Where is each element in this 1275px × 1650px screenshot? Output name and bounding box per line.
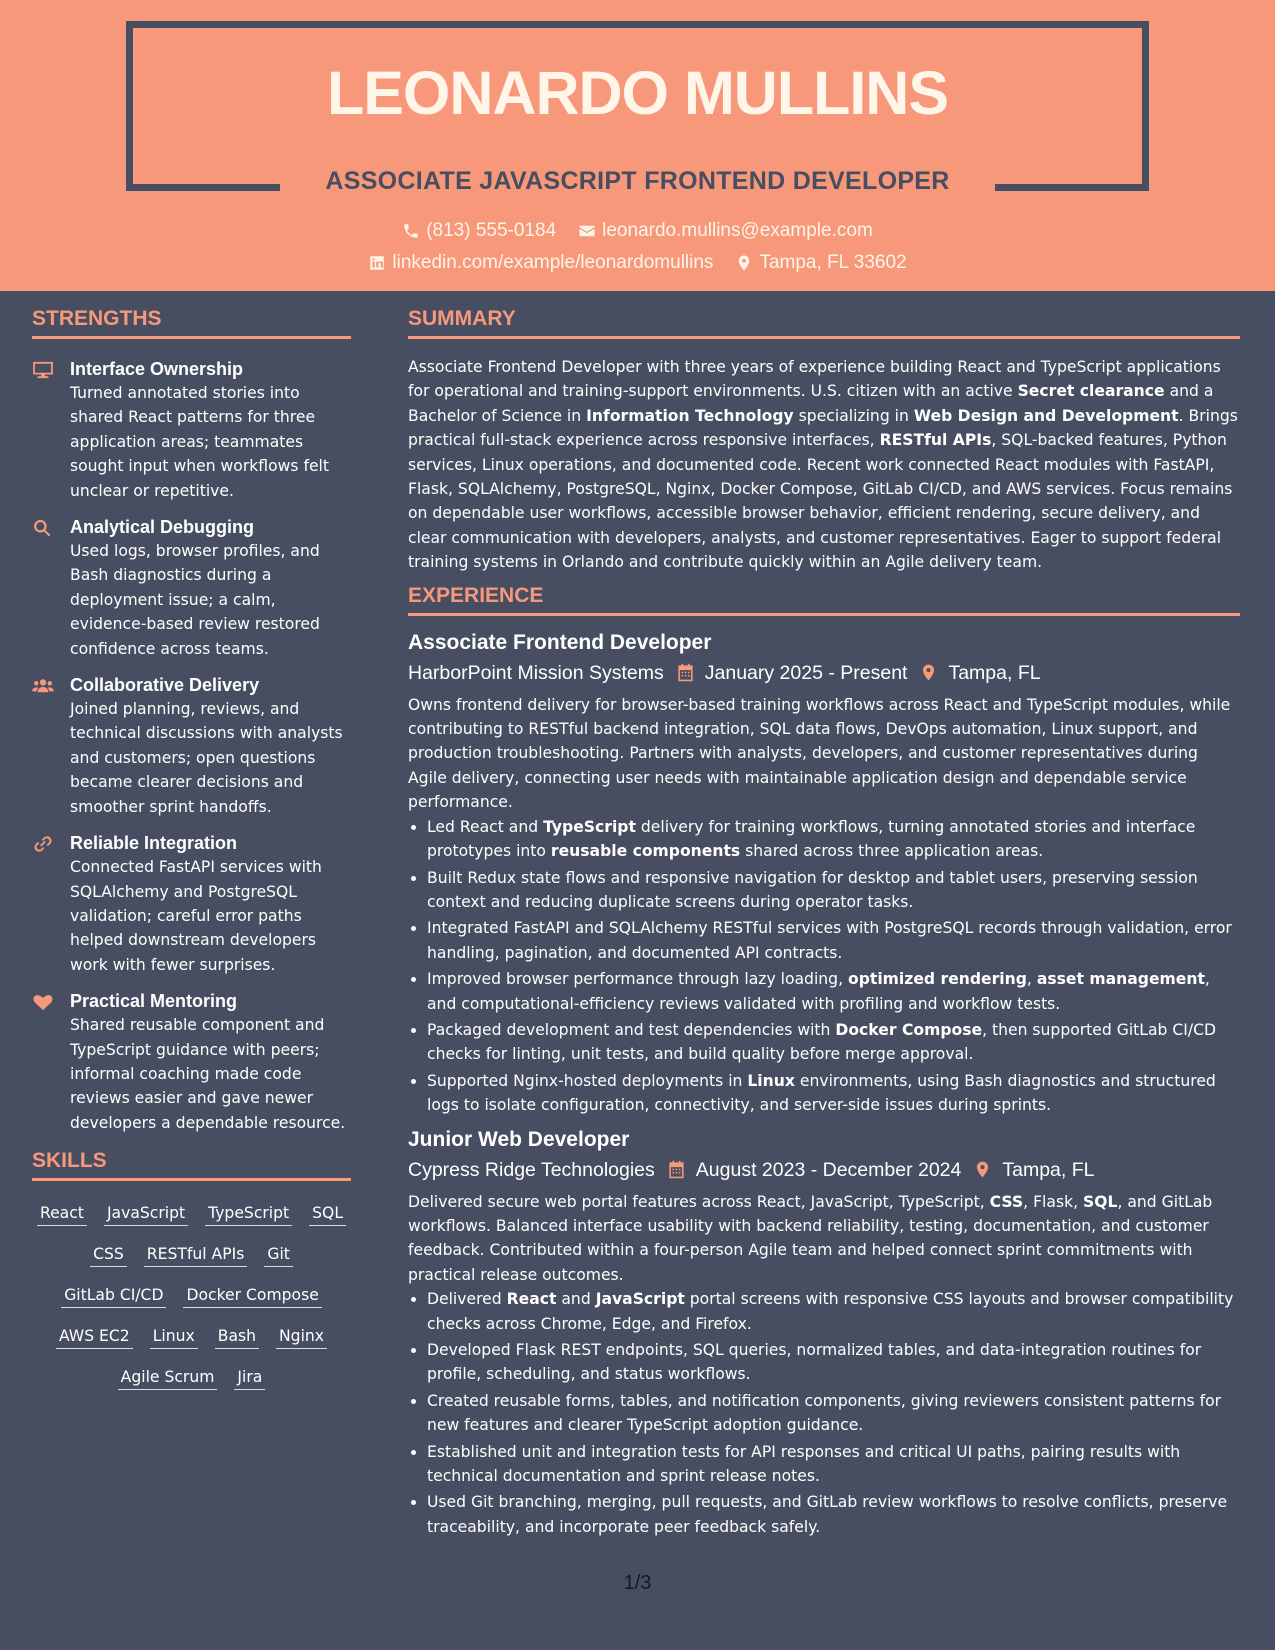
skill-tag: TypeScript (205, 1201, 292, 1226)
skill-tag: CSS (90, 1242, 127, 1267)
job-meta (408, 660, 1240, 686)
left-column (32, 307, 351, 1390)
strength-item (32, 831, 351, 977)
strength-desc: Turned annotated stories into shared React patterns for three application areas; teammates sought input when workflows felt unclear or repetitive. (70, 384, 330, 500)
search-icon (32, 519, 54, 537)
text-run: Used Git branching, merging, pull requests, and GitLab review workflows to resolve conflicts, preserve traceability, and incorporate peer feedback safely. (427, 1493, 1228, 1536)
bold-text: optimized rendering (848, 970, 1027, 989)
job-location (919, 660, 1040, 686)
text-run: Integrated FastAPI and SQLAlchemy RESTful services with PostgreSQL records through validation, error handling, pagination, and documented API contracts. (427, 919, 1232, 962)
phone-icon (402, 222, 420, 240)
text-run: and (556, 1290, 596, 1309)
experience-heading: EXPERIENCE (408, 584, 1240, 616)
strength-item (32, 989, 351, 1135)
bold-text: Secret clearance (1017, 382, 1165, 401)
text-run: Improved browser performance through lazy loading, (427, 970, 848, 989)
skill-tag: Agile Scrum (118, 1365, 218, 1390)
skill-tag: SQL (309, 1201, 346, 1226)
strength-title: Analytical Debugging (70, 517, 255, 538)
text-run: portal screens with responsive CSS layouts and browser compatibility checks across Chrome, Edge, and Firefox. (427, 1290, 1234, 1333)
right-column (408, 307, 1240, 1541)
bold-text: CSS (989, 1192, 1024, 1211)
text-run: , and GitLab workflows. Balanced interface usability with backend reliability, testing, documentation, and customer feedback. Contributed within a four-person Agile team and helped connect sprint commitments with practical release outcomes. (408, 1192, 1213, 1284)
job-bullet (427, 967, 1240, 1016)
skills-list (32, 1201, 351, 1390)
contact-phone[interactable] (402, 220, 556, 242)
text-run: . Brings practical full-stack experience across responsive interfaces, (408, 406, 1238, 450)
strength-title: Reliable Integration (70, 833, 238, 854)
contact-location (735, 252, 906, 274)
job-bullet (427, 1389, 1240, 1438)
monitor-icon (32, 361, 54, 379)
job-bullet (427, 1018, 1240, 1067)
bold-text: JavaScript (595, 1290, 685, 1309)
bold-text: reusable components (550, 842, 741, 861)
job-bullets (408, 1287, 1240, 1539)
linkedin-text: linkedin.com/example/leonardomullins (392, 252, 714, 273)
text-run: Developed Flask REST endpoints, SQL queries, normalized tables, and data-integration routines for profile, scheduling, and status workflows. (427, 1341, 1202, 1384)
page-number: 1/3 (623, 1572, 652, 1594)
text-run: , and computational-efficiency reviews validated with profiling and workflow tests. (427, 970, 1210, 1013)
text-run: Packaged development and test dependencies with (427, 1020, 836, 1039)
strength-desc: Connected FastAPI services with SQLAlchemy and PostgreSQL validation; careful error paths helped downstream developers work with fewer surprises. (70, 858, 322, 974)
dates-text: August 2023 - December 2024 (695, 1158, 962, 1181)
job-company (408, 1157, 655, 1183)
bold-text: SQL (1083, 1192, 1118, 1211)
skill-tag: GitLab CI/CD (61, 1283, 166, 1308)
calendar-icon (667, 1160, 686, 1179)
candidate-title: ASSOCIATE JAVASCRIPT FRONTEND DEVELOPER (325, 167, 950, 195)
job-role: Junior Web Developer (408, 1127, 630, 1151)
email-text: leonardo.mullins@example.com (602, 220, 873, 241)
contact-row-1 (0, 220, 1275, 242)
bold-text: Docker Compose (835, 1020, 983, 1039)
candidate-name: LEONARDO MULLINS (326, 59, 949, 127)
job-dates (667, 1157, 962, 1183)
contact-row-2 (0, 252, 1275, 274)
text-run: , (1026, 970, 1037, 989)
skill-tag: Docker Compose (183, 1283, 321, 1308)
skill-tag: AWS EC2 (56, 1324, 133, 1349)
linkedin-icon (368, 254, 386, 272)
calendar-icon (676, 663, 695, 682)
job-location-text: Tampa, FL (948, 661, 1041, 684)
strength-item (32, 357, 351, 503)
strength-title: Collaborative Delivery (70, 675, 260, 696)
strengths-list (32, 357, 351, 1135)
text-run: Associate Frontend Developer with three years of experience building React and TypeScript applications for operational and training-support environments. U.S. citizen with an active (408, 358, 1221, 401)
text-run: shared across three application areas. (740, 842, 1044, 861)
text-run: Established unit and integration tests for API responses and critical UI paths, pairing results with technical documentation and sprint release notes. (427, 1442, 1181, 1486)
skill-tag: Git (264, 1242, 293, 1267)
strength-title: Practical Mentoring (70, 991, 238, 1012)
skill-tag: Nginx (276, 1324, 327, 1349)
text-run: Built Redux state flows and responsive navigation for desktop and tablet users, preserving session context and reducing duplicate screens during operator tasks. (427, 868, 1198, 911)
text-run: , Flask, (1023, 1192, 1084, 1211)
company-text: HarborPoint Mission Systems (408, 661, 664, 684)
bold-text: React (506, 1290, 557, 1309)
job-bullet (427, 1490, 1240, 1539)
envelope-icon (578, 222, 596, 240)
text-run: Delivered (427, 1290, 507, 1309)
users-icon (32, 677, 54, 695)
text-run: Supported Nginx-hosted deployments in (427, 1071, 748, 1090)
job-company (408, 660, 664, 686)
phone-text: (813) 555-0184 (426, 220, 557, 241)
summary-text (408, 355, 1240, 575)
strength-desc: Shared reusable component and TypeScript guidance with peers; informal coaching made code reviews easier and gave newer developers a dependable resource. (70, 1016, 346, 1132)
skill-tag: Bash (215, 1324, 259, 1349)
job-entry (408, 630, 1240, 1118)
link-icon (32, 835, 54, 853)
job-bullet (427, 1338, 1240, 1387)
skills-heading: SKILLS (32, 1149, 351, 1181)
job-bullet (427, 1440, 1240, 1489)
job-summary (408, 1190, 1240, 1288)
text-run: delivery for training workflows, turning annotated stories and interface prototypes into (427, 817, 1196, 861)
text-run: and a Bachelor of Science in (408, 382, 1214, 425)
job-location (973, 1157, 1094, 1183)
bold-text: Linux (747, 1071, 795, 1090)
summary-heading: SUMMARY (408, 307, 1240, 339)
experience-list (408, 630, 1240, 1540)
text-run: , then supported GitLab CI/CD checks for linting, unit tests, and build quality before merge approval. (427, 1020, 1217, 1064)
contact-linkedin[interactable] (368, 252, 713, 274)
strength-item (32, 673, 351, 819)
bold-text: RESTful APIs (879, 431, 992, 450)
job-bullet (427, 866, 1240, 915)
strength-desc: Used logs, browser profiles, and Bash diagnostics during a deployment issue; a calm, evidence-based review restored confidence across teams. (70, 542, 320, 658)
text-run: , SQL-backed features, Python services, Linux operations, and documented code. Recent work connected React modules with FastAPI, Flask, SQLAlchemy, PostgreSQL, Nginx, Docker Compose, GitLab CI/CD, and AWS services. Focus remains on dependable user workflows, accessible browser behavior, efficient rendering, secure delivery, and clear communication with developers, analysts, and customer representatives. Eager to support federal training systems in Orlando and contribute quickly within an Agile delivery team. (408, 431, 1233, 572)
location-text: Tampa, FL 33602 (759, 252, 907, 273)
strength-title: Interface Ownership (70, 359, 244, 379)
job-bullets (408, 815, 1240, 1118)
skill-tag: RESTful APIs (144, 1242, 248, 1267)
text-run: Created reusable forms, tables, and notification components, giving reviewers consistent patterns for new features and clearer TypeScript adoption guidance. (427, 1391, 1222, 1435)
bold-text: asset management (1036, 970, 1205, 989)
job-location-text: Tampa, FL (1002, 1158, 1095, 1181)
text-run: environments, using Bash diagnostics and structured logs to isolate configuration, connectivity, and server-side issues during sprints. (427, 1071, 1216, 1115)
skill-tag: React (37, 1201, 87, 1226)
bold-text: TypeScript (543, 817, 636, 836)
bold-text: Information Technology (586, 406, 794, 425)
job-bullet (427, 815, 1240, 864)
heart-icon (32, 993, 54, 1011)
resume-header (0, 0, 1275, 291)
map-pin-icon (735, 254, 753, 272)
map-pin-icon (919, 663, 938, 682)
text-run: Owns frontend delivery for browser-based training workflows across React and TypeScript modules, while contributing to RESTful backend integration, SQL data flows, DevOps automation, Linux support, and production troubleshooting. Partners with analysts, developers, and customer representatives during Agile delivery, connecting user needs with maintainable application design and dependable service performance. (408, 695, 1231, 812)
map-pin-icon (973, 1160, 992, 1179)
text-run: Delivered secure web portal features across React, JavaScript, TypeScript, (408, 1192, 990, 1211)
job-entry (408, 1127, 1240, 1540)
contact-email[interactable] (578, 220, 873, 242)
text-run: specializing in (793, 406, 914, 425)
job-bullet (427, 1287, 1240, 1336)
job-summary (408, 693, 1240, 815)
job-dates (676, 660, 908, 686)
job-bullet (427, 1069, 1240, 1118)
skill-tag: Linux (150, 1324, 198, 1349)
skill-tag: Jira (234, 1365, 265, 1390)
text-run: Led React and (427, 817, 544, 836)
strengths-heading: STRENGTHS (32, 307, 351, 339)
bold-text: Web Design and Development (913, 406, 1179, 425)
strength-desc: Joined planning, reviews, and technical discussions with analysts and customers; open questions became clearer decisions and smoother sprint handoffs. (70, 700, 343, 816)
company-text: Cypress Ridge Technologies (408, 1158, 655, 1181)
job-meta (408, 1157, 1240, 1183)
job-role: Associate Frontend Developer (408, 630, 712, 654)
skill-tag: JavaScript (104, 1201, 188, 1226)
strength-item (32, 515, 351, 661)
job-bullet (427, 916, 1240, 965)
dates-text: January 2025 - Present (704, 661, 908, 684)
